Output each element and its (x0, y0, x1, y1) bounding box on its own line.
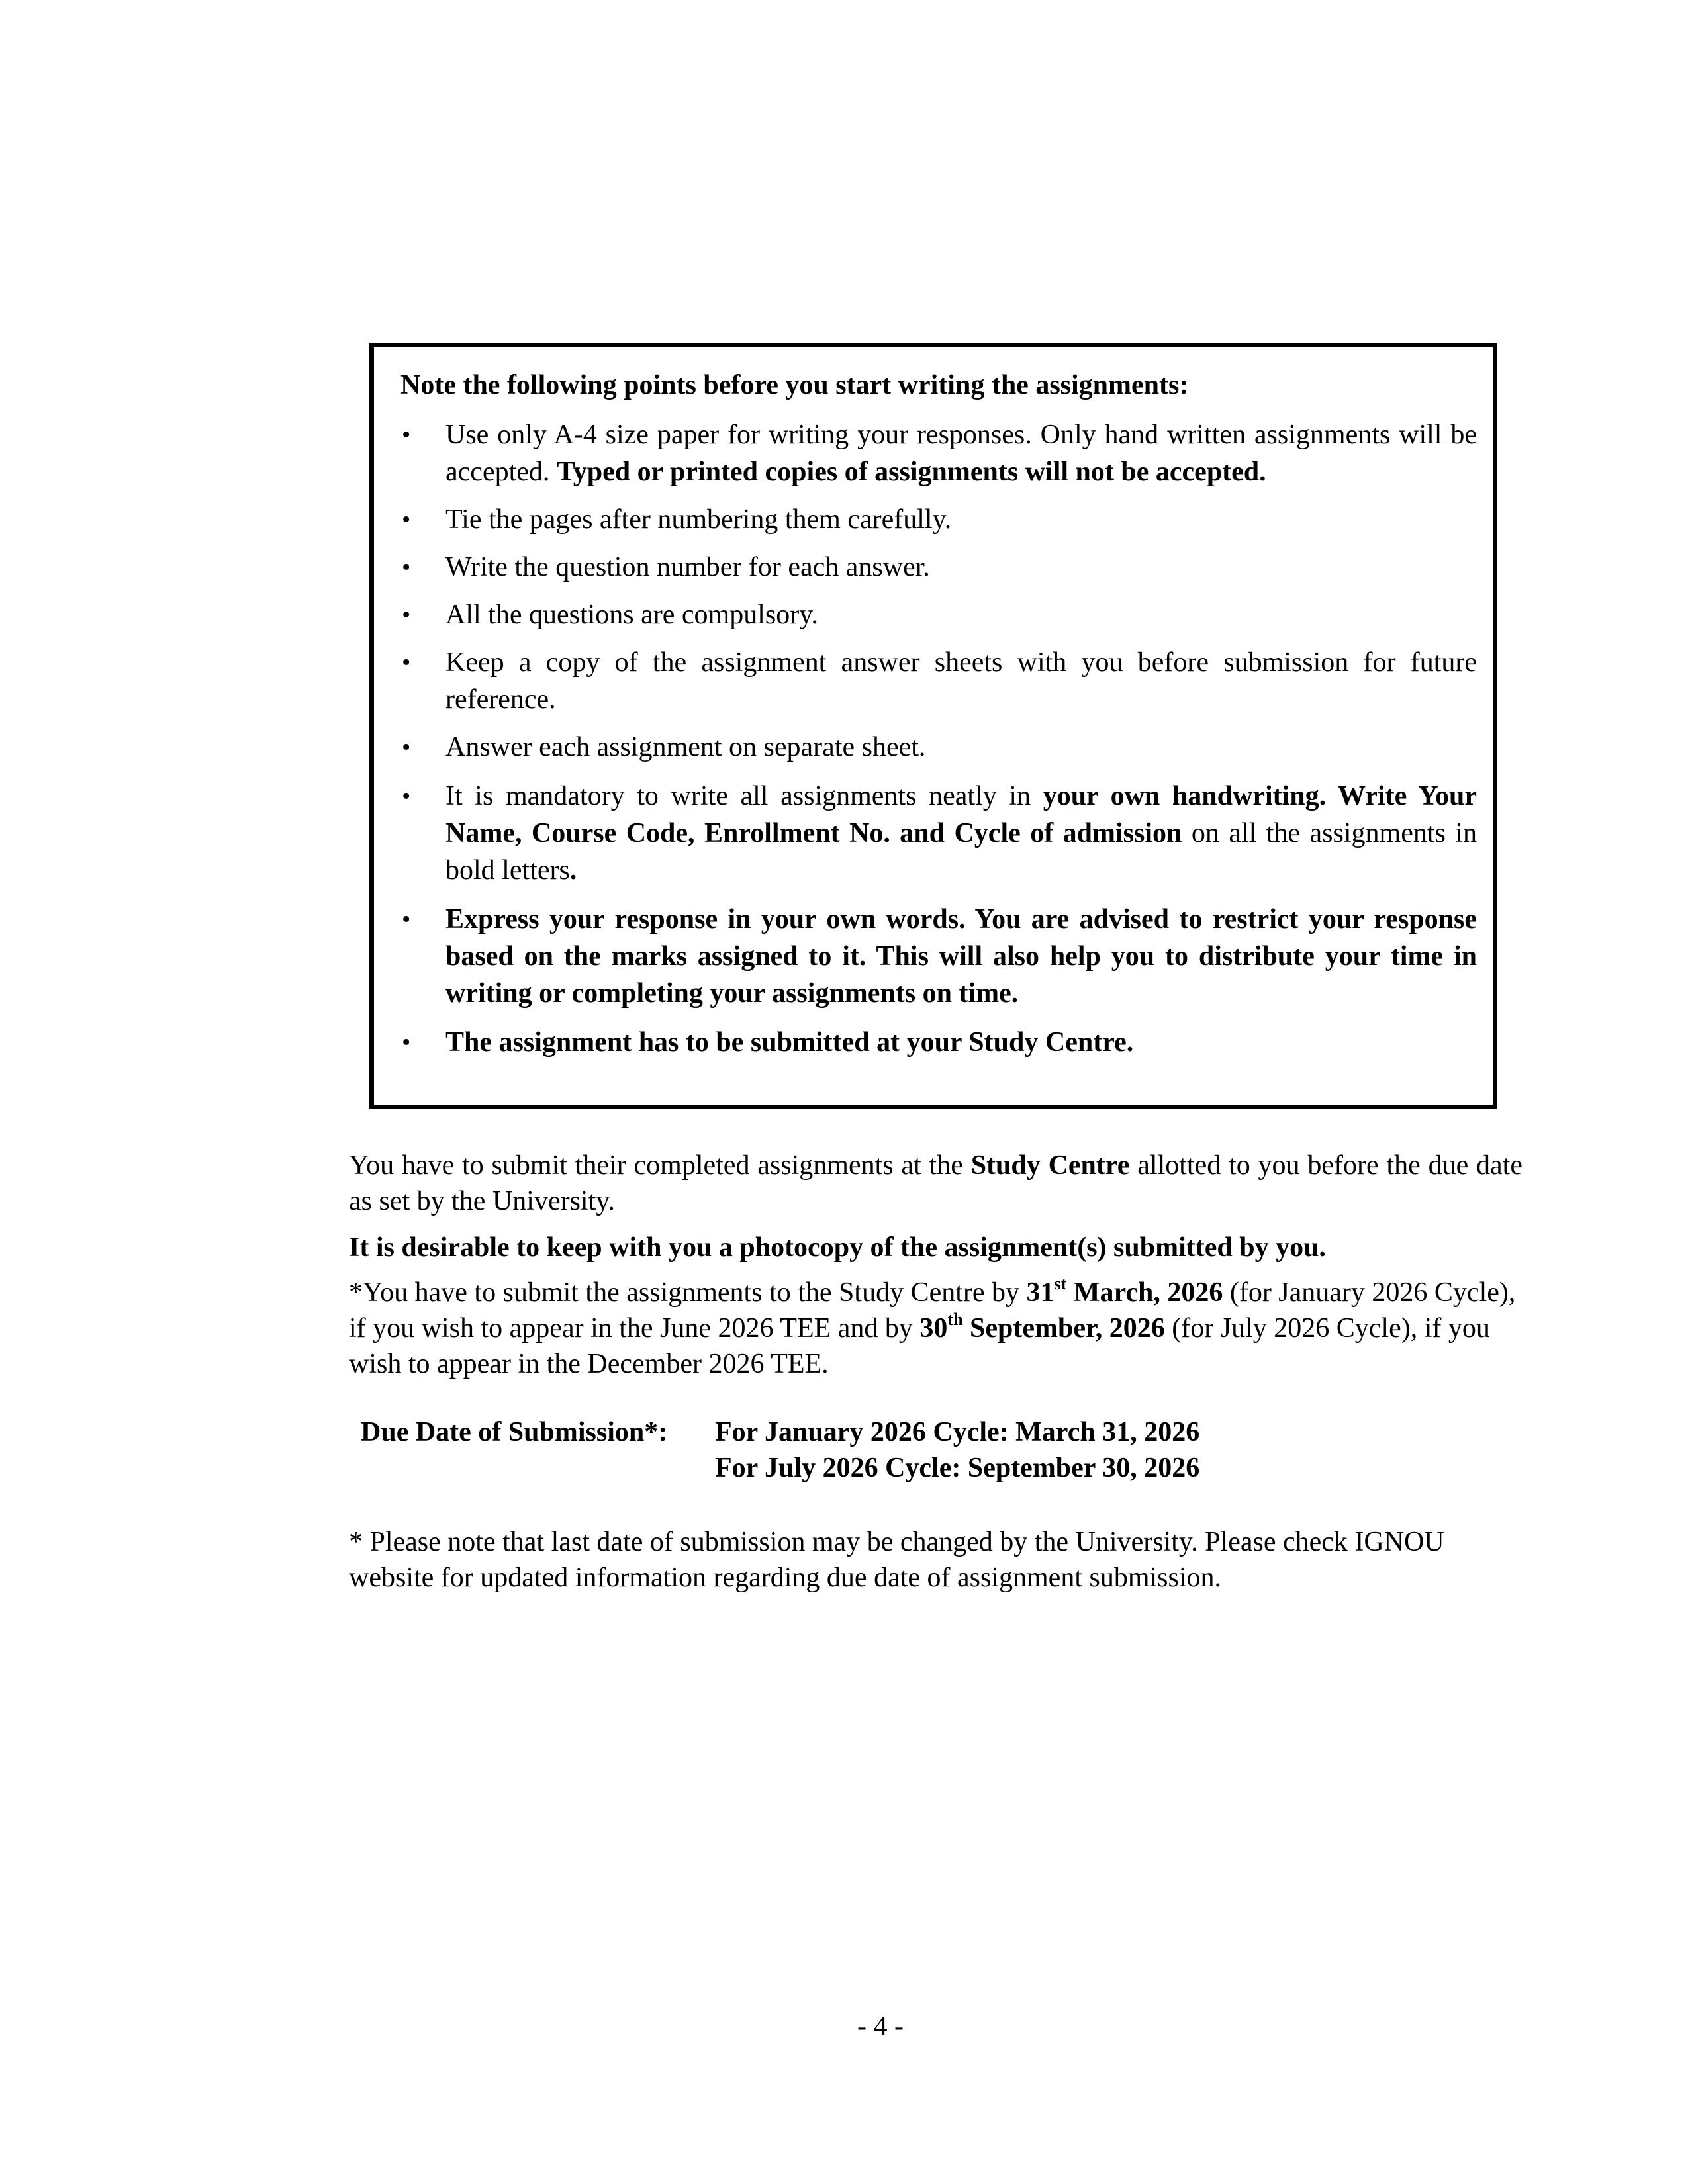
bullet-icon: • (402, 1028, 411, 1056)
notes-heading: Note the following points before you start writing the assignments: (400, 370, 1189, 400)
bullet-icon: • (402, 601, 411, 629)
bullet-icon: • (402, 905, 411, 933)
submission-paragraph: You have to submit their completed assignments at the Study Centre allotted to you before the due date as set by the University. (349, 1150, 1523, 1216)
notes-box: Note the following points before you start writing the assignments: • Use only A-4 size paper for writing your responses. Only hand written assignments will be accepted. Typed or printed copies of assignments will not be accepted. • Tie the pages after numbering them carefully. • Write the question number for each answer. • All the questions are compulsory. • Keep a copy of the assignment answer sheets with you before submission for future reference. • Answer each assignment on separate sheet. • It is mandatory to write all assignments neatly in your own handwriting. Write Your Name, Course Code, Enrollment No. and Cycle of admission on all the assignments in bold letters. • Express your response in your own words. You are advised to restrict your response based on the marks assigned to it. This will also help you to distribute your time in writing or completing your assignments on time. • The assignment has to be submitted at your Study Centre. (369, 343, 1497, 1109)
bullet-icon: • (402, 421, 411, 449)
due-date-label: Due Date of Submission*: (361, 1417, 668, 1447)
bullet-icon: • (402, 649, 411, 676)
bullet-icon: • (402, 553, 411, 581)
bullet-icon: • (402, 506, 411, 533)
photocopy-note: It is desirable to keep with you a photocopy of the assignment(s) submitted by you. (349, 1232, 1326, 1263)
due-date-january: For January 2026 Cycle: March 31, 2026 (715, 1417, 1200, 1447)
page-number: - 4 - (857, 2011, 904, 2042)
footnote: * Please note that last date of submission may be changed by the University. Please check IGNOU website for updated information regarding due date of assignment submission. (349, 1527, 1444, 1593)
bullet-icon: • (402, 782, 411, 810)
bullet-icon: • (402, 733, 411, 761)
deadline-paragraph: *You have to submit the assignments to the Study Centre by 31st March, 2026 (for January 2026 Cycle), if you wish to appear in the June 2026 TEE and by 30th September, 2026 (for July 2026 Cycle), if you wish to appear in the December 2026 TEE. (349, 1274, 1516, 1379)
due-date-july: For July 2026 Cycle: September 30, 2026 (715, 1453, 1200, 1483)
